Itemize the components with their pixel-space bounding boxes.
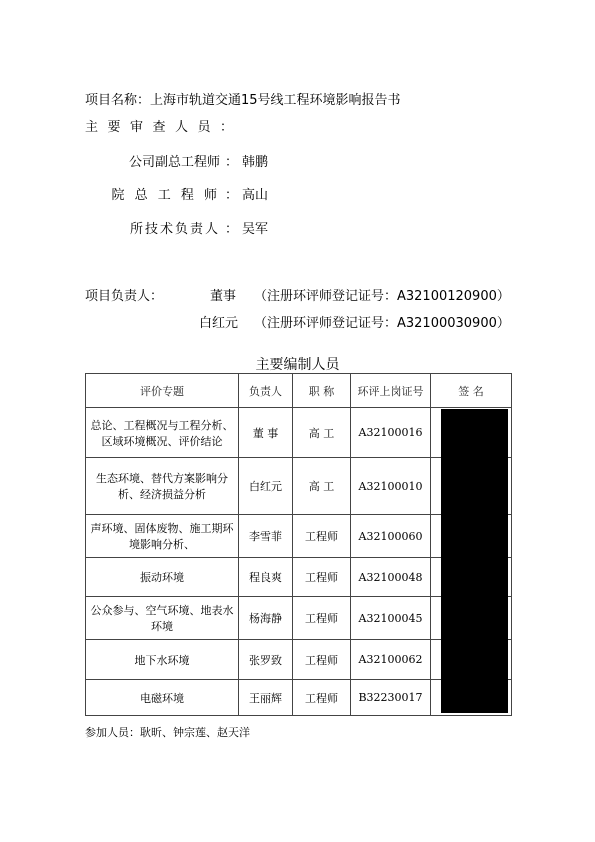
cert-cell: B32230017: [351, 680, 431, 716]
title-cell: 高 工: [293, 458, 351, 515]
project-lead-registration: （注册环评师登记证号：A32100030900）: [254, 316, 510, 331]
column-header: 负责人: [239, 374, 293, 408]
cert-cell: A32100010: [351, 458, 431, 515]
person-cell: 张罗致: [239, 640, 293, 680]
reviewer-role: 公司副总工程师: [128, 155, 220, 170]
cert-cell: A32100048: [351, 558, 431, 597]
topic-cell: 总论、工程概况与工程分析、区域环境概况、评价结论: [86, 408, 239, 458]
column-header: 评价专题: [86, 374, 239, 408]
person-cell: 李雪菲: [239, 515, 293, 558]
title-cell: 工程师: [293, 558, 351, 597]
reviewer-role: 所技术负责人: [129, 222, 220, 237]
topic-cell: 振动环境: [86, 558, 239, 597]
topic-cell: 生态环境、替代方案影响分析、经济损益分析: [86, 458, 239, 515]
review-heading: 主要审查人员：: [85, 120, 243, 135]
reviewer-name: 高山: [242, 188, 269, 203]
column-header: 职 称: [293, 374, 351, 408]
reviewer-role: 院 总 工 程 师: [111, 188, 220, 203]
cert-cell: A32100045: [351, 597, 431, 640]
reviewer-colon: ：: [225, 222, 239, 237]
title-cell: 高 工: [293, 408, 351, 458]
person-cell: 程良爽: [239, 558, 293, 597]
topic-cell: 声环境、固体废物、施工期环境影响分析、: [86, 515, 239, 558]
title-cell: 工程师: [293, 680, 351, 716]
project-name: 上海市轨道交通15号线工程环境影响报告书: [150, 93, 401, 108]
reviewer-name: 吴军: [242, 222, 269, 237]
project-title: [85, 89, 401, 108]
table-header-row: [86, 374, 512, 408]
reviewer-colon: ：: [225, 188, 239, 203]
reviewer-colon: ：: [225, 155, 239, 170]
title-cell: 工程师: [293, 640, 351, 680]
column-header: 环评上岗证号: [351, 374, 431, 408]
person-cell: 王丽辉: [239, 680, 293, 716]
project-lead-label: 项目负责人：: [85, 289, 164, 304]
column-header: 签 名: [431, 374, 512, 408]
project-lead-name: 白红元: [199, 316, 239, 331]
topic-cell: 电磁环境: [86, 680, 239, 716]
signature-redaction: [441, 409, 508, 713]
cert-cell: A32100060: [351, 515, 431, 558]
reviewer-name: 韩鹏: [242, 155, 269, 170]
cert-cell: A32100062: [351, 640, 431, 680]
project-lead-name: 董事: [210, 289, 237, 304]
participants: 参加人员：耿昕、钟宗莲、赵天洋: [85, 726, 250, 739]
cert-cell: A32100016: [351, 408, 431, 458]
topic-cell: 公众参与、空气环境、地表水环境: [86, 597, 239, 640]
project-label: 项目名称：: [85, 93, 151, 108]
title-cell: 工程师: [293, 515, 351, 558]
person-cell: 白红元: [239, 458, 293, 515]
topic-cell: 地下水环境: [86, 640, 239, 680]
title-cell: 工程师: [293, 597, 351, 640]
project-lead-registration: （注册环评师登记证号：A32100120900）: [254, 289, 510, 304]
person-cell: 董 事: [239, 408, 293, 458]
person-cell: 杨海静: [239, 597, 293, 640]
table-title: 主要编制人员: [255, 357, 340, 373]
